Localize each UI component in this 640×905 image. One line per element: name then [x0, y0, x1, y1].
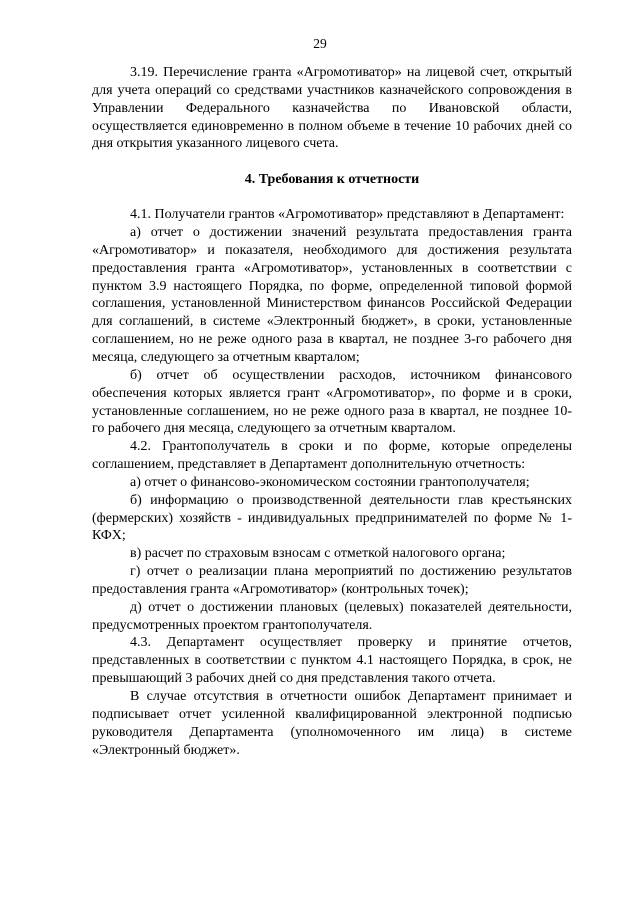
paragraph-4-1: 4.1. Получатели грантов «Агромотиватор» представляют в Департамент:: [130, 207, 565, 223]
paragraph-4-1-a: а) отчет о достижении значений результата предоставления гранта «Агромотиватор» и показателя, необходимого для достижения результата предоставления гранта «Агромотиватор», установленных в соответствии с пунктом 3.9 настоящего Порядка, по форме, определенной типовой формой соглашения, установленной Министерством финансов Российской Федерации для соглашений, в системе «Электронный бюджет», в сроки, установленные соглашением, но не реже одного раза в квартал, не позднее 3-го рабочего дня месяца, следующего за отчетным кварталом;: [92, 225, 572, 365]
paragraph-4-2-a: а) отчет о финансово-экономическом состоянии грантополучателя;: [130, 474, 530, 490]
paragraph-acceptance: В случае отсутствия в отчетности ошибок Департамент принимает и подписывает отчет усиленной квалифицированной электронной подписью руководителя Департамента (уполномоченного им лица) в системе «Электронный бюджет».: [92, 689, 572, 758]
paragraph-4-2-g: г) отчет о реализации плана мероприятий по достижению результатов предоставления гранта «Агромотиватор» (контрольных точек);: [92, 564, 572, 597]
section-heading: 4. Требования к отчетности: [244, 172, 420, 188]
paragraph-4-2-d: д) отчет о достижении плановых (целевых) показателей деятельности, предусмотренных проектом грантополучателя.: [92, 599, 572, 633]
document-body: [92, 64, 572, 759]
paragraph-4-1-b: б) отчет об осуществлении расходов, источником финансового обеспечения которых является грант «Агромотиватор», по форме и в сроки, установленные соглашением, но не реже одного раза в квартал, не позднее 10-го рабочего дня месяца, следующего за отчетным кварталом.: [92, 367, 572, 437]
paragraph-3-19: 3.19. Перечисление гранта «Агромотиватор» на лицевой счет, открытый для учета операций со средствами участников казначейского сопровождения в Управлении Федерального казначейства по Ивановской области, осуществляется единовременно в полном объеме в течение 10 рабочих дней со дня открытия указанного лицевого счета.: [92, 65, 572, 152]
paragraph-4-3: 4.3. Департамент осуществляет проверку и принятие отчетов, представленных в соответствии с пунктом 4.1 настоящего Порядка, в срок, не превышающий 3 рабочих дней со дня представления такого отчета.: [92, 635, 572, 687]
page-number: 29: [313, 36, 327, 51]
paragraph-4-2-v: в) расчет по страховым взносам с отметкой налогового органа;: [130, 546, 506, 562]
paragraph-4-2: 4.2. Грантополучатель в сроки и по форме, которые определены соглашением, представляет в Департамент дополнительную отчетность:: [92, 439, 572, 473]
paragraph-4-2-b: б) информацию о производственной деятельности глав крестьянских (фермерских) хозяйств - индивидуальных предпринимателей по форме № 1-КФХ;: [92, 492, 572, 544]
